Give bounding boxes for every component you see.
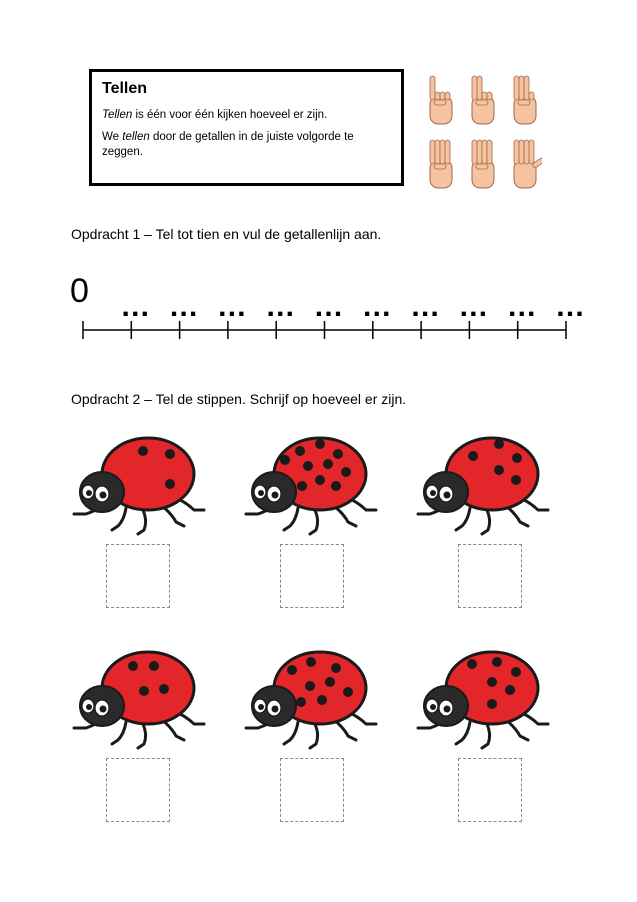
info-em-2: tellen [122,131,150,143]
ladybug-dot [343,687,353,697]
ladybug [412,434,554,536]
ladybug-dot [487,677,497,687]
answer-box[interactable] [106,758,170,822]
number-line-start-label: 0 [70,272,89,310]
ladybug [240,434,382,536]
info-paragraph-2 [102,130,391,160]
answer-box[interactable] [458,544,522,608]
number-line-blank[interactable]: … [216,290,247,323]
info-text-2a: We [102,131,123,143]
ladybug-dot [296,697,306,707]
ladybug-dot [331,663,341,673]
ladybug-dot [512,453,522,463]
ladybug-dot [511,475,521,485]
task-2-instruction: Opdracht 2 – Tel de stippen. Schrijf op hoeveel er zijn. [71,391,407,407]
ladybug-dot [315,439,325,449]
info-paragraph-1 [102,108,391,123]
ladybug-dot [287,665,297,675]
ladybug-dot [487,699,497,709]
info-em-1: Tellen [102,109,133,121]
number-line-blank[interactable]: … [361,290,392,323]
counting-hands-icon [422,70,542,192]
ladybug-dot [159,684,169,694]
ladybug-dot [165,479,175,489]
ladybug-dot [511,667,521,677]
ladybug-dot [467,659,477,669]
hand-icon [514,76,536,124]
info-title: Tellen [102,80,148,97]
ladybug-dot [468,451,478,461]
ladybug-dot [315,475,325,485]
number-line-blank[interactable]: … [506,290,537,323]
ladybug-dot [139,686,149,696]
ladybug-dot [492,657,502,667]
ladybug-dot [333,449,343,459]
info-text-1: is één voor één kijken hoeveel er zijn. [132,109,328,121]
ladybug-dot [303,461,313,471]
ladybug-dot [494,465,504,475]
number-line-blank[interactable]: … [458,290,489,323]
info-text-2b: door de getallen in de juiste volgorde te zeggen. [102,131,354,158]
ladybug [240,648,382,750]
number-line [70,262,590,352]
hand-icon [514,140,542,188]
answer-box[interactable] [280,544,344,608]
number-line-blank[interactable]: … [410,290,441,323]
ladybug-dot [280,455,290,465]
ladybug-dot [149,661,159,671]
answer-box[interactable] [106,544,170,608]
number-line-blank[interactable]: … [265,290,296,323]
ladybug-dot [295,446,305,456]
ladybug-dot [341,467,351,477]
ladybug-dot [494,439,504,449]
ladybug-dot [331,481,341,491]
ladybug-dot [128,661,138,671]
ladybug [68,434,210,536]
ladybug [412,648,554,750]
hand-icon [472,140,494,188]
ladybug-dot [165,449,175,459]
ladybug-dot [325,677,335,687]
number-line-blank[interactable]: … [168,290,199,323]
answer-box[interactable] [458,758,522,822]
ladybug [68,648,210,750]
number-line-blank[interactable]: … [555,290,585,323]
ladybug-dot [323,459,333,469]
answer-box[interactable] [280,758,344,822]
hand-icon [430,76,452,124]
ladybug-dot [297,481,307,491]
task-1-instruction: Opdracht 1 – Tel tot tien en vul de getallenlijn aan. [71,226,382,242]
hand-icon [430,140,452,188]
ladybug-dot [138,446,148,456]
info-box [89,69,404,186]
ladybug-dot [505,685,515,695]
number-line-blank[interactable]: … [120,290,151,323]
hand-icon [472,76,494,124]
ladybug-dot [306,657,316,667]
ladybug-dot [305,681,315,691]
number-line-blank[interactable]: … [313,290,344,323]
ladybug-dot [317,695,327,705]
